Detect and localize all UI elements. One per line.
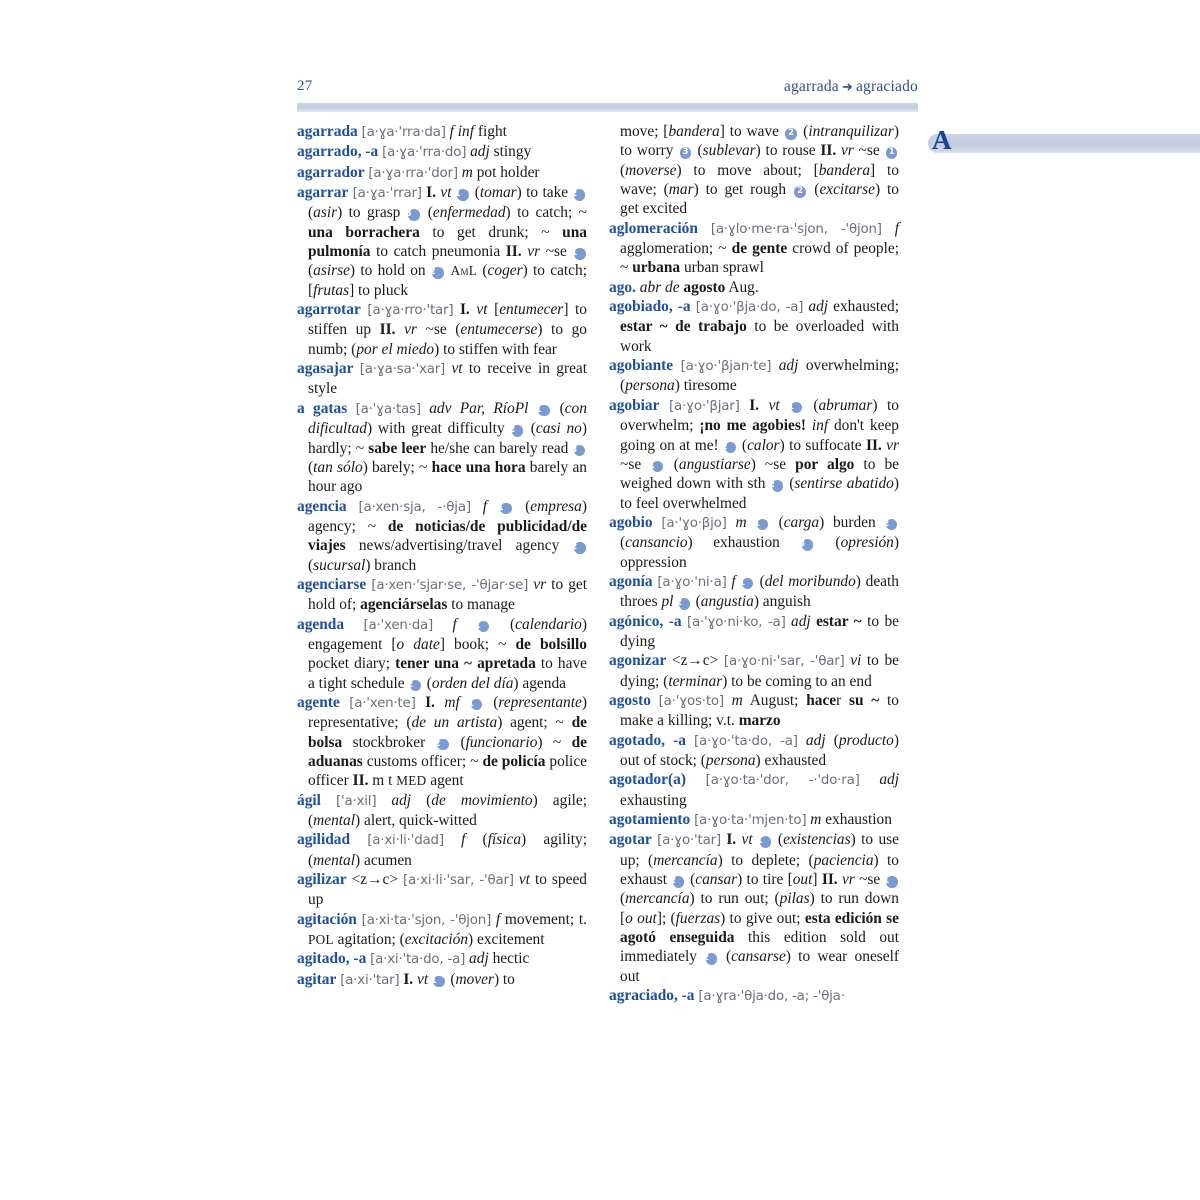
dictionary-entry bbox=[297, 300, 587, 359]
collocation: estar ~ de trabajo bbox=[620, 318, 747, 336]
dictionary-entry bbox=[609, 513, 899, 572]
field-label: POL bbox=[308, 932, 334, 948]
part-of-speech: adj bbox=[879, 771, 899, 789]
part-of-speech: adj bbox=[808, 298, 829, 316]
definition-text: I. vt [entumecer] to stiffen up II. vr ~se (entumecerse) to go numb; (por el miedo) to stiffen with fear bbox=[308, 301, 587, 358]
part-of-speech: adj bbox=[805, 731, 826, 749]
pronunciation: [a·ɣo·'βjar] bbox=[669, 398, 740, 414]
grammar-label: vt bbox=[741, 831, 753, 849]
pronunciation: [a·ɣo·'tar] bbox=[657, 833, 721, 849]
headword: agenciarse bbox=[297, 575, 367, 593]
running-head bbox=[297, 78, 918, 104]
collocation: por algo bbox=[795, 455, 855, 473]
pronunciation: [a·ɣo·'ta·do, -a] bbox=[694, 733, 798, 749]
headword: agobiante bbox=[609, 357, 674, 375]
pronunciation: [a·xi·li·'dad] bbox=[367, 833, 444, 849]
dictionary-entry bbox=[297, 359, 587, 399]
division-numeral: I. bbox=[425, 693, 435, 711]
definition-text: to get hold of; agenciárselas to manage bbox=[308, 575, 587, 614]
sense-number: 1 bbox=[791, 402, 803, 414]
grammar-label: vr bbox=[404, 321, 417, 339]
right-column bbox=[609, 122, 899, 1122]
running-head-guide-words bbox=[784, 78, 918, 96]
part-of-speech: vt bbox=[451, 360, 463, 378]
definition-text: 1 (empresa) agency; ~ de noticias/de publicidad/de viajes news/advertising/travel agency 2 (sucursal) branch bbox=[308, 497, 588, 574]
headword: ágil bbox=[297, 791, 321, 809]
headword: agencia bbox=[297, 497, 347, 515]
definition-text: exhausted; estar ~ de trabajo to be overloaded with work bbox=[620, 298, 899, 355]
pronunciation: [a·xi·'ta·do, -a] bbox=[370, 952, 466, 968]
collocation: esta edición se agotó enseguida bbox=[620, 909, 899, 947]
pronunciation: ['a·xil] bbox=[336, 793, 377, 809]
part-of-speech: adj bbox=[391, 791, 412, 809]
dictionary-entry bbox=[609, 278, 899, 297]
sense-number: 1 bbox=[471, 699, 483, 711]
part-of-speech: f bbox=[449, 123, 454, 140]
dictionary-entry bbox=[297, 163, 587, 183]
sense-number: 1 bbox=[652, 461, 664, 473]
sense-number: 3 bbox=[802, 539, 814, 551]
conjugation-note: <z→c> bbox=[351, 871, 399, 889]
headword: agobio bbox=[609, 513, 653, 531]
headword: agarrar bbox=[297, 184, 349, 202]
dictionary-entry bbox=[297, 615, 587, 693]
pronunciation: [a·xen·sja, -·θja] bbox=[358, 499, 471, 515]
pronunciation: [a·ɣa·sa·'xar] bbox=[359, 362, 446, 378]
dictionary-entry bbox=[297, 949, 587, 969]
part-of-speech: m bbox=[810, 811, 822, 829]
collocation: ¡no me agobies! bbox=[699, 417, 806, 435]
part-of-speech: f bbox=[482, 497, 487, 515]
pronunciation: [a·ɣo·'βjan·te] bbox=[680, 359, 772, 375]
entry-continuation bbox=[609, 122, 899, 219]
dictionary-entry bbox=[297, 870, 587, 910]
headword: agonizar bbox=[609, 652, 667, 670]
pronunciation: [a·xen·'sjar·se, -'θjar·se] bbox=[371, 577, 529, 593]
page-number: 27 bbox=[297, 78, 313, 94]
grammar-label: mf bbox=[444, 693, 460, 711]
grammar-label: vt bbox=[768, 396, 780, 414]
headword: agente bbox=[297, 693, 340, 711]
definition-text: I. vt 1 (existencias) to use up; (mercancía) to deplete; (paciencia) to exhaust 2 (cansar) to tire [out] II. vr ~se 1 (mercancía) to run out; (pilas) to run down [o out]; (fuerzas) to give out; esta edición se agotó enseguida this edition sold out immediately 2 (cansarse) to wear oneself out bbox=[620, 831, 900, 985]
sense-number: 2 bbox=[574, 189, 586, 201]
dictionary-entry bbox=[297, 910, 587, 950]
sense-number: 2 bbox=[725, 442, 737, 454]
division-numeral: I. bbox=[749, 396, 760, 414]
register-label: inf bbox=[457, 123, 474, 140]
header-rule bbox=[297, 103, 918, 112]
sense-number: 1 bbox=[457, 189, 469, 201]
sense-number: 2 bbox=[785, 128, 797, 140]
thumb-index-letter: A bbox=[932, 125, 952, 155]
pronunciation: [a·'ɣo·ni·ko, -a] bbox=[686, 614, 786, 630]
pronunciation: [a·'xen·da] bbox=[363, 617, 434, 633]
dictionary-entry bbox=[609, 770, 899, 810]
part-of-speech: f bbox=[731, 572, 736, 590]
division-numeral: II. bbox=[379, 321, 396, 339]
part-of-speech: f bbox=[461, 831, 466, 849]
headword: agarrador bbox=[297, 163, 365, 181]
left-column bbox=[297, 122, 587, 1122]
dictionary-entry bbox=[609, 219, 899, 278]
sense-number: 1 bbox=[886, 147, 898, 159]
grammar-label: vr bbox=[886, 436, 899, 454]
collocation: de policía bbox=[482, 753, 546, 770]
part-of-speech: vi bbox=[850, 652, 862, 670]
collocation: sabe leer bbox=[368, 439, 427, 457]
definition-text: 1 (calendario) engagement [o date] book; ~ de bolsillo pocket diary; tener una ~ apretada to have a tight schedule 2 (orden del día) agenda bbox=[308, 615, 587, 692]
page-sheet bbox=[297, 78, 918, 1123]
definition-text: exhausting bbox=[620, 791, 687, 809]
definition-text: to be dying; (terminar) to be coming to an end bbox=[620, 652, 899, 690]
definition-text: hectic bbox=[492, 950, 530, 968]
headword: agenda bbox=[297, 615, 345, 633]
thumb-index-bar bbox=[928, 134, 1200, 153]
sense-number: 2 bbox=[794, 186, 806, 198]
pronunciation: [a·ɣo·'ni·a] bbox=[657, 574, 727, 590]
arrow-icon: ➜ bbox=[841, 79, 853, 94]
definition-text: (de movimiento) agile; (mental) alert, quick-witted bbox=[308, 791, 587, 830]
dictionary-entry bbox=[297, 575, 587, 615]
grammar-label: vr bbox=[840, 142, 854, 160]
grammar-label: vr bbox=[841, 871, 855, 889]
definition-text: abr de agosto Aug. bbox=[639, 278, 759, 296]
division-numeral: I. bbox=[403, 970, 414, 988]
collocation: de gente bbox=[731, 240, 788, 258]
pronunciation: [a·xi·ta·'sjon, -'θjon] bbox=[361, 912, 492, 928]
collocation: una borrachera bbox=[308, 223, 420, 241]
pronunciation: [a·ɣo·ta·'mjen·to] bbox=[694, 813, 807, 829]
headword: agobiado, -a bbox=[609, 298, 691, 316]
definition-text: I. vt 1 (mover) to bbox=[403, 970, 515, 988]
sense-number: 2 bbox=[437, 739, 449, 751]
dictionary-entry bbox=[609, 651, 899, 691]
pronunciation: [a·ɣo·ni·'sar, -'θar] bbox=[723, 654, 845, 670]
sense-number: 1 bbox=[574, 248, 586, 260]
definition-text: exhaustion bbox=[825, 811, 892, 829]
headword: agobiar bbox=[609, 396, 660, 414]
dictionary-entry bbox=[297, 830, 587, 870]
part-of-speech: m bbox=[731, 691, 743, 709]
definition-text: 1 (con dificultad) with great difficulty 2 (casi no) hardly; ~ sabe leer he/she can barely read 3 (tan sólo) barely; ~ hace una hora barely an hour ago bbox=[308, 399, 587, 496]
collocation: urbana bbox=[632, 259, 681, 277]
grammar-label: abr de bbox=[639, 278, 680, 296]
sense-number: 2 bbox=[772, 480, 784, 492]
headword: agotar bbox=[609, 831, 652, 849]
sense-number: 3 bbox=[574, 445, 586, 457]
definition-text: pot holder bbox=[476, 163, 540, 181]
dictionary-entry bbox=[297, 791, 587, 831]
division-numeral: II. bbox=[821, 871, 838, 889]
part-of-speech: adj bbox=[469, 950, 489, 968]
collocation: hace bbox=[431, 458, 462, 476]
definition-text: agglomeration; ~ de gente crowd of people; ~ urbana urban sprawl bbox=[620, 240, 899, 277]
dictionary-entry bbox=[297, 970, 587, 990]
division-numeral: I. bbox=[726, 831, 737, 849]
part-of-speech: adv bbox=[429, 399, 452, 417]
pronunciation: [a·ɣa·'rra·da] bbox=[361, 125, 446, 140]
conjugation-note: <z→c> bbox=[671, 652, 719, 670]
definition-text: I. mf 1 (representante) representative; (de un artista) agent; ~ de bolsa stockbroker 2 (funcionario) ~ de aduanas customs officer; ~ de policía police officer II. m t MED agent bbox=[308, 693, 587, 790]
part-of-speech: f bbox=[452, 615, 457, 633]
headword: a gatas bbox=[297, 399, 348, 417]
part-of-speech: m bbox=[735, 513, 747, 531]
definition-text: August; hacer su ~ to make a killing; v.t. marzo bbox=[620, 691, 899, 730]
collocation: de noticias/de publicidad/de viajes bbox=[308, 517, 587, 555]
definition-text: move; [bandera] to wave 2 (intranquilizar) to worry 3 (sublevar) to rouse II. vr ~se 1 (moverse) to move about; [bandera] to wave; (mar) to get rough 2 (excitarse) to get excited bbox=[620, 123, 899, 218]
collocation: una pulmonía bbox=[308, 223, 587, 261]
sense-number: 2 bbox=[410, 680, 422, 692]
dictionary-entry bbox=[609, 810, 899, 830]
sense-number: 1 bbox=[760, 836, 772, 848]
part-of-speech: vt bbox=[518, 871, 530, 889]
definition-text: movement; t. POL agitation; (excitación) excitement bbox=[308, 910, 587, 949]
pronunciation: [a·'xen·te] bbox=[349, 695, 416, 711]
guide-word-first: agarrada bbox=[783, 78, 839, 95]
grammar-label: pl bbox=[661, 593, 674, 611]
definition-text: (física) agility; (mental) acumen bbox=[308, 831, 587, 869]
headword: agarrotar bbox=[297, 301, 361, 319]
part-of-speech: adj bbox=[470, 143, 490, 161]
field-label: AmL bbox=[450, 263, 478, 279]
pronunciation: [a·ɣo·ta·'dor, -·'do·ra] bbox=[705, 773, 860, 789]
definition-text: fight bbox=[477, 123, 507, 140]
collocation: de bolsillo bbox=[515, 635, 587, 653]
headword: agilizar bbox=[297, 871, 347, 889]
collocation: marzo bbox=[738, 712, 781, 730]
sense-number: 2 bbox=[679, 598, 691, 610]
dictionary-entry bbox=[609, 356, 899, 396]
dictionary-entry bbox=[297, 142, 587, 162]
pronunciation: [a·ɣo·'βja·do, -a] bbox=[695, 300, 804, 316]
definition-text: to receive in great style bbox=[308, 360, 588, 398]
part-of-speech: f bbox=[894, 219, 899, 237]
pronunciation: [a·'ɣo·βjo] bbox=[661, 515, 727, 531]
definition-text: I. vt 1 (tomar) to take 2 (asir) to grasp 3 (enfermedad) to catch; ~ una borrachera to get drunk; ~ una pulmonía to catch pneumonia II. vr ~se 1 (asirse) to hold on 2 AmL (coger) to catch; [frutas] to pluck bbox=[308, 184, 587, 299]
definition-text: stingy bbox=[493, 143, 532, 161]
grammar-label: vt bbox=[440, 184, 452, 202]
headword: agónico, -a bbox=[609, 612, 682, 630]
sense-number: 3 bbox=[680, 147, 692, 159]
definition-text: I. vt 1 (abrumar) to overwhelm; ¡no me agobies! inf don't keep going on at me! 2 (calor) to suffocate II. vr ~se 1 (angustiarse) ~se por algo to be weighed down with sth 2 (sentirse abatido) to feel overwhelmed bbox=[620, 396, 899, 512]
dictionary-entry bbox=[609, 731, 899, 771]
column-container bbox=[297, 122, 918, 1122]
grammar-label: vt bbox=[417, 970, 429, 988]
sense-number: 2 bbox=[432, 267, 444, 279]
headword: aglomeración bbox=[609, 219, 698, 237]
dictionary-entry bbox=[297, 122, 587, 142]
headword: agitado, -a bbox=[297, 950, 367, 968]
collocation: de aduanas bbox=[308, 733, 587, 770]
pronunciation: [a·'ɣa·tas] bbox=[355, 401, 421, 417]
collocation: su ~ bbox=[848, 691, 880, 709]
headword: agotamiento bbox=[609, 811, 691, 829]
definition-text: overwhelming; (persona) tiresome bbox=[620, 357, 899, 395]
headword: agitar bbox=[297, 970, 337, 988]
dictionary-entry bbox=[297, 693, 587, 791]
sense-number: 2 bbox=[706, 953, 718, 965]
headword: agraciado, -a bbox=[609, 987, 695, 1005]
sense-number: 1 bbox=[433, 976, 445, 988]
pronunciation: [a·xi·li·'sar, -'θar] bbox=[403, 873, 514, 889]
headword: agotador(a) bbox=[609, 771, 686, 789]
pronunciation: [a·ɣlo·me·ra·'sjon, -'θjon] bbox=[710, 221, 882, 237]
sense-number: 2 bbox=[574, 542, 586, 554]
sense-number: 2 bbox=[673, 876, 685, 888]
sense-number: 2 bbox=[512, 425, 524, 437]
pronunciation: [a·ɣa·'rra·do] bbox=[382, 145, 467, 161]
definition-text: 1 (carga) burden 2 (cansancio) exhaustion 3 (opresión) oppression bbox=[620, 513, 899, 571]
thumb-index-tab bbox=[910, 125, 1200, 155]
headword: ago. bbox=[609, 278, 636, 296]
region-label: Par, RíoPl bbox=[459, 399, 529, 417]
dictionary-entry bbox=[609, 691, 899, 731]
headword: agilidad bbox=[297, 831, 351, 849]
part-of-speech: m bbox=[461, 163, 473, 181]
collocation: de bolsa bbox=[308, 714, 587, 751]
collocation: tener una ~ apretada bbox=[395, 655, 536, 673]
headword: agotado, -a bbox=[609, 731, 686, 749]
part-of-speech: vr bbox=[533, 575, 547, 593]
pronunciation: [a·xi·'tar] bbox=[340, 972, 400, 988]
collocation: hace bbox=[806, 691, 837, 709]
sense-number: 1 bbox=[500, 503, 512, 515]
part-of-speech: f bbox=[495, 910, 501, 928]
pronunciation: [a·ɣa·'rrar] bbox=[352, 186, 422, 202]
collocation: agosto bbox=[683, 278, 726, 296]
field-label: MED bbox=[396, 773, 427, 789]
dictionary-entry bbox=[609, 612, 899, 652]
sense-number: 1 bbox=[478, 621, 490, 633]
dictionary-entry bbox=[609, 830, 899, 986]
division-numeral: I. bbox=[459, 301, 470, 319]
part-of-speech: adj bbox=[791, 612, 811, 630]
pronunciation: [a·ɣra·'θja·do, -a; -'θja· bbox=[698, 989, 845, 1005]
dictionary-entry bbox=[297, 497, 587, 575]
pronunciation: [a·ɣa·rro·'tar] bbox=[367, 303, 454, 319]
headword: agonía bbox=[609, 572, 653, 590]
sense-number: 1 bbox=[757, 519, 769, 531]
dictionary-entry bbox=[609, 297, 899, 356]
pronunciation: [a·ɣa·rra·'dor] bbox=[368, 165, 458, 181]
dictionary-entry bbox=[609, 572, 899, 612]
grammar-label: inf bbox=[811, 417, 829, 435]
guide-word-last: agraciado bbox=[855, 78, 918, 95]
division-numeral: II. bbox=[505, 243, 522, 261]
headword: agasajar bbox=[297, 360, 354, 378]
sense-number: 1 bbox=[538, 405, 550, 417]
sense-number: 2 bbox=[886, 519, 898, 531]
grammar-label: vr bbox=[527, 243, 541, 261]
collocation: agenciárselas bbox=[360, 596, 448, 614]
dictionary-entry bbox=[609, 986, 899, 1006]
headword: agarrada bbox=[297, 123, 358, 140]
headword: agitación bbox=[297, 910, 357, 928]
headword: agosto bbox=[609, 691, 651, 709]
dictionary-entry bbox=[297, 399, 587, 497]
sense-number: 1 bbox=[742, 578, 754, 590]
sense-number: 3 bbox=[408, 209, 420, 221]
collocation: una hora bbox=[465, 458, 526, 476]
sense-number: 1 bbox=[886, 876, 898, 888]
grammar-label: vt bbox=[476, 301, 488, 319]
definition-text: 1 (del moribundo) death throes pl 2 (angustia) anguish bbox=[620, 572, 899, 611]
collocation: estar ~ bbox=[816, 612, 862, 630]
definition-text: to speed up bbox=[308, 871, 587, 909]
dictionary-entry bbox=[297, 183, 587, 300]
definition-text: (producto) out of stock; (persona) exhausted bbox=[620, 731, 899, 769]
part-of-speech: adj bbox=[778, 357, 799, 375]
division-numeral: II. bbox=[352, 772, 369, 790]
division-numeral: I. bbox=[426, 184, 436, 202]
dictionary-entry bbox=[609, 396, 899, 513]
division-numeral: II. bbox=[820, 142, 837, 160]
division-numeral: II. bbox=[865, 436, 882, 454]
headword: agarrado, -a bbox=[297, 143, 379, 161]
pronunciation: [a·'ɣos·to] bbox=[658, 693, 724, 709]
definition-text: estar ~ to be dying bbox=[620, 612, 899, 650]
